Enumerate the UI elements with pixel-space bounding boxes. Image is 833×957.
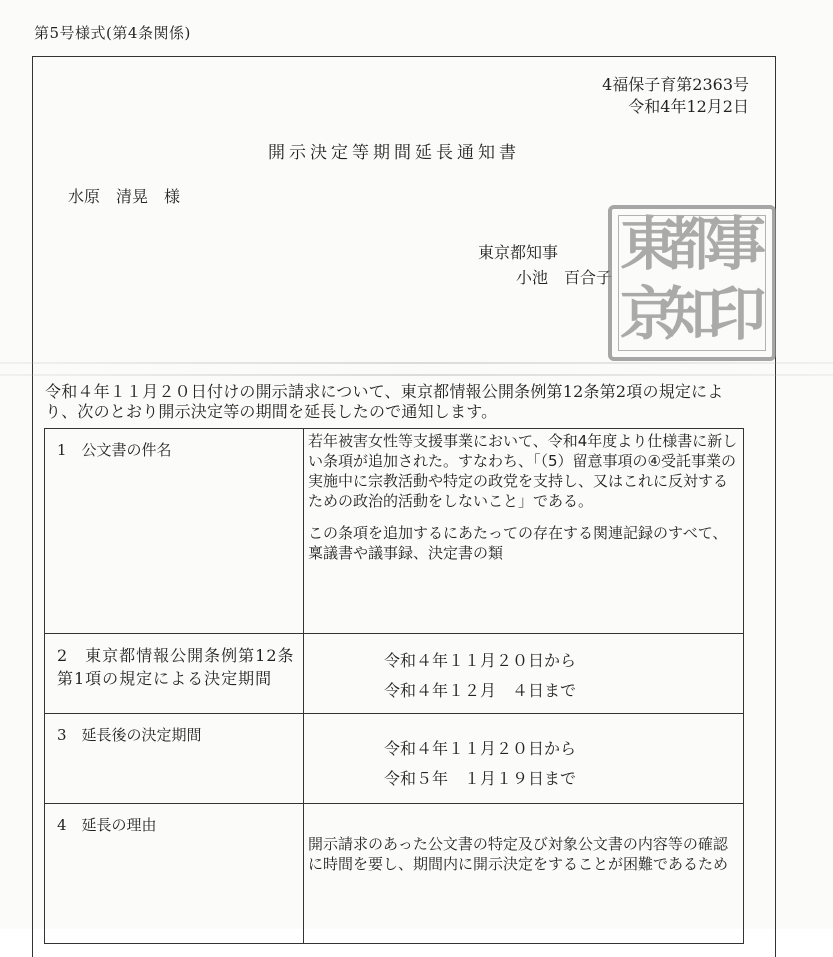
seal-glyph-6: 印 <box>708 280 767 348</box>
paper-fold-line <box>0 374 833 376</box>
recipient-name: 水原 清晃 様 <box>68 187 181 206</box>
row-label-extended-period: 3 延長後の決定期間 <box>45 714 304 804</box>
table-row <box>45 714 744 804</box>
row-content-extended-period <box>304 714 744 804</box>
row-label-reason: 4 延長の理由 <box>45 804 304 944</box>
extension-reason-text: 開示請求のあった公文書の特定及び対象公文書の内容等の確認に時間を要し、期間内に開示決定をすることが困難であるため <box>308 835 729 873</box>
extended-period-from: 令和４年１１月２０日から <box>384 739 577 758</box>
paragraph-spacer <box>308 511 739 523</box>
form-label: 第5号様式(第4条関係) <box>34 24 191 42</box>
seal-glyph-4: 知 <box>664 280 723 348</box>
document-header <box>602 74 749 118</box>
issuer-name: 小池 百合子 <box>516 268 613 287</box>
subject-paragraph-2: この条項を追加するにあたっての存在する関連記録のすべて、稟議書や議事録、決定書の類 <box>308 524 728 562</box>
original-period-to: 令和４年１２月 ４日まで <box>384 681 577 700</box>
original-period-from: 令和４年１１月２０日から <box>384 651 577 670</box>
document-date: 令和4年12月2日 <box>628 97 749 116</box>
document-number: 4福保子育第2363号 <box>602 75 749 94</box>
subject-paragraph-1: 若年被害女性等支援事業において、令和4年度より仕様書に新しい条項が追加された。すなわち、「（5）留意事項の④受託事業の実施中に宗教活動や特定の政党を支持し、又はこれに反対するための政治的活動をしないこと」である。 <box>308 432 738 510</box>
official-seal-icon <box>608 205 776 361</box>
seal-glyph-3: 都 <box>664 210 723 278</box>
table-row <box>45 429 744 634</box>
seal-glyph-2: 京 <box>620 280 679 348</box>
row-label-original-period: 2 東京都情報公開条例第12条第1項の規定による決定期間 <box>45 634 304 714</box>
seal-glyph-5: 事 <box>708 210 767 278</box>
row-content-original-period <box>304 634 744 714</box>
row-content-subject <box>304 429 744 634</box>
table-row <box>45 634 744 714</box>
document-title: 開示決定等期間延長通知書 <box>268 143 520 163</box>
extended-period-to: 令和５年 １月１９日まで <box>384 769 577 788</box>
issuer-title: 東京都知事 <box>478 243 559 262</box>
notice-details-table <box>44 428 744 944</box>
seal-glyph-1: 東 <box>620 210 679 278</box>
row-label-subject: 1 公文書の件名 <box>45 429 304 634</box>
intro-paragraph: 令和４年１１月２０日付けの開示請求について、東京都情報公開条例第12条第2項の規定により、次のとおり開示決定等の期間を延長したので通知します。 <box>45 382 724 421</box>
table-row <box>45 804 744 944</box>
row-content-reason <box>304 804 744 944</box>
paper-fold-line <box>0 362 833 364</box>
